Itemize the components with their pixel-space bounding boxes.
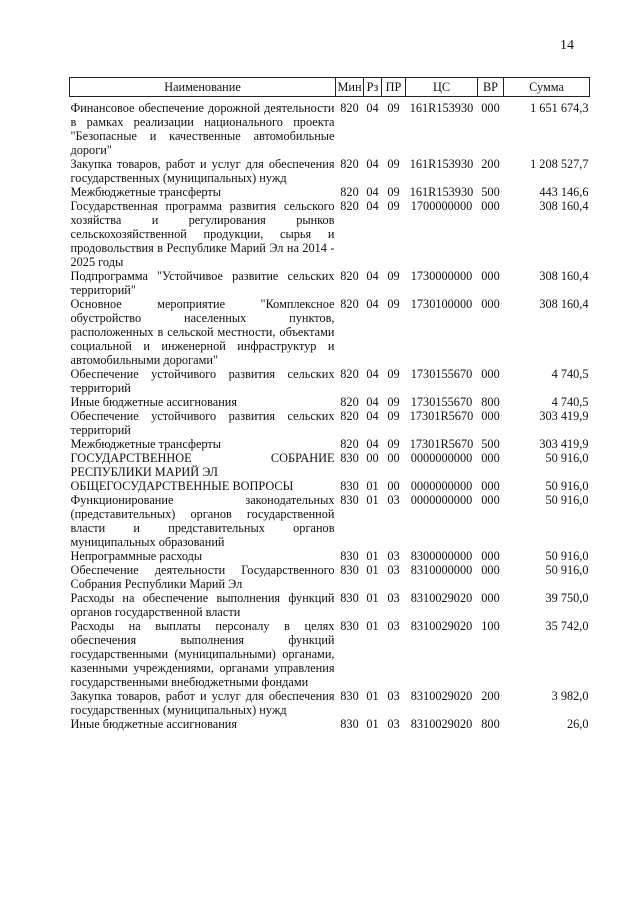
- row-cs: 8310029020: [410, 619, 473, 633]
- header-name: Наименование: [70, 78, 336, 97]
- row-rz: 01: [366, 493, 379, 507]
- row-vr: 200: [481, 689, 500, 703]
- row-cs: 17301R5670: [409, 437, 474, 451]
- row-min: 830: [340, 563, 359, 577]
- row-name: Межбюджетные трансферты: [70, 437, 222, 451]
- table-row: [70, 493, 590, 549]
- row-cs: 1730100000: [410, 297, 473, 311]
- row-cs: 8310029020: [410, 689, 473, 703]
- row-pr: 03: [387, 717, 400, 731]
- table-row: [70, 409, 590, 437]
- row-rz: 04: [366, 367, 379, 381]
- row-name: Расходы на обеспечение выполнения функций органов государственной власти: [70, 591, 335, 619]
- row-vr: 000: [481, 367, 500, 381]
- row-rz: 01: [366, 591, 379, 605]
- table-row: [70, 297, 590, 367]
- row-pr: 03: [387, 591, 400, 605]
- row-sum: 26,0: [566, 717, 589, 731]
- row-sum: 39 750,0: [545, 591, 589, 605]
- row-name: Финансовое обеспечение дорожной деятельности в рамках реализации национального проекта "Безопасные и качественные автомобильные дороги": [70, 101, 335, 157]
- row-pr: 00: [387, 451, 400, 465]
- row-sum: 308 160,4: [539, 269, 589, 283]
- row-vr: 000: [481, 269, 500, 283]
- table-row: [70, 269, 590, 297]
- table-row: [70, 591, 590, 619]
- row-min: 820: [340, 437, 359, 451]
- header-min: Мин: [336, 78, 364, 97]
- row-cs: 0000000000: [410, 451, 473, 465]
- row-vr: 800: [481, 395, 500, 409]
- row-sum: 50 916,0: [545, 549, 589, 563]
- row-vr: 000: [481, 591, 500, 605]
- row-min: 820: [340, 269, 359, 283]
- row-rz: 01: [366, 549, 379, 563]
- row-rz: 00: [366, 451, 379, 465]
- row-vr: 000: [481, 479, 500, 493]
- row-rz: 04: [366, 157, 379, 171]
- row-min: 820: [340, 367, 359, 381]
- row-pr: 09: [387, 437, 400, 451]
- table-row: [70, 185, 590, 199]
- row-rz: 04: [366, 269, 379, 283]
- table-row: [70, 451, 590, 479]
- row-pr: 09: [387, 269, 400, 283]
- row-cs: 17301R5670: [409, 409, 474, 423]
- row-cs: 0000000000: [410, 493, 473, 507]
- table-row: [70, 97, 590, 158]
- table-header-row: [70, 78, 590, 97]
- page-number: 14: [560, 38, 574, 53]
- row-cs: 1730155670: [410, 367, 473, 381]
- row-name: Иные бюджетные ассигнования: [70, 717, 238, 731]
- row-rz: 01: [366, 619, 379, 633]
- table-row: [70, 563, 590, 591]
- row-pr: 03: [387, 549, 400, 563]
- table-row: [70, 157, 590, 185]
- row-cs: 8300000000: [410, 549, 473, 563]
- row-cs: 1730155670: [410, 395, 473, 409]
- row-vr: 000: [481, 493, 500, 507]
- row-pr: 09: [387, 101, 400, 115]
- header-cs: ЦС: [406, 78, 478, 97]
- row-cs: 1730000000: [410, 269, 473, 283]
- table-row: [70, 199, 590, 269]
- row-min: 830: [340, 689, 359, 703]
- row-rz: 01: [366, 689, 379, 703]
- table-row: [70, 367, 590, 395]
- row-min: 830: [340, 717, 359, 731]
- row-name: Межбюджетные трансферты: [70, 185, 222, 199]
- row-sum: 50 916,0: [545, 451, 589, 465]
- header-sum: Сумма: [504, 78, 590, 97]
- row-sum: 1 208 527,7: [530, 157, 589, 171]
- row-sum: 50 916,0: [545, 563, 589, 577]
- table-row: [70, 437, 590, 451]
- header-vr: ВР: [478, 78, 504, 97]
- row-sum: 303 419,9: [539, 409, 589, 423]
- row-vr: 000: [481, 199, 500, 213]
- row-vr: 000: [481, 297, 500, 311]
- table-row: [70, 689, 590, 717]
- row-vr: 200: [481, 157, 500, 171]
- row-vr: 100: [481, 619, 500, 633]
- row-pr: 03: [387, 563, 400, 577]
- row-name: Основное мероприятие "Комплексное обустройство населенных пунктов, расположенных в сельской местности, объектами социальной и инженерной инфраструктур и автомобильными дорогами": [70, 297, 335, 367]
- row-cs: 1700000000: [410, 199, 473, 213]
- row-pr: 03: [387, 689, 400, 703]
- row-min: 820: [340, 395, 359, 409]
- row-pr: 09: [387, 199, 400, 213]
- row-sum: 50 916,0: [545, 479, 589, 493]
- row-rz: 04: [366, 395, 379, 409]
- row-name: Закупка товаров, работ и услуг для обеспечения государственных (муниципальных) нужд: [70, 157, 335, 185]
- row-sum: 303 419,9: [539, 437, 589, 451]
- row-vr: 800: [481, 717, 500, 731]
- row-sum: 1 651 674,3: [530, 101, 589, 115]
- row-rz: 04: [366, 297, 379, 311]
- row-rz: 04: [366, 101, 379, 115]
- row-name: ОБЩЕГОСУДАРСТВЕННЫЕ ВОПРОСЫ: [70, 479, 294, 493]
- row-name: Закупка товаров, работ и услуг для обеспечения государственных (муниципальных) нужд: [70, 689, 335, 717]
- row-rz: 01: [366, 563, 379, 577]
- row-sum: 308 160,4: [539, 199, 589, 213]
- row-min: 830: [340, 493, 359, 507]
- row-cs: 0000000000: [410, 479, 473, 493]
- table-row: [70, 395, 590, 409]
- row-rz: 04: [366, 437, 379, 451]
- row-min: 820: [340, 157, 359, 171]
- row-pr: 03: [387, 619, 400, 633]
- table-row: [70, 479, 590, 493]
- row-pr: 09: [387, 157, 400, 171]
- row-rz: 01: [366, 479, 379, 493]
- row-min: 830: [340, 479, 359, 493]
- row-min: 820: [340, 297, 359, 311]
- table-row: [70, 619, 590, 689]
- row-vr: 000: [481, 451, 500, 465]
- row-vr: 000: [481, 409, 500, 423]
- row-vr: 500: [481, 185, 500, 199]
- row-min: 830: [340, 619, 359, 633]
- row-name: Расходы на выплаты персоналу в целях обеспечения выполнения функций государственными (муниципальными) органами, казенными учреждениями, органами управления государственными внебюджетными фондами: [70, 619, 335, 689]
- table-row: [70, 549, 590, 563]
- row-cs: 161R153930: [409, 157, 474, 171]
- row-vr: 000: [481, 549, 500, 563]
- row-sum: 35 742,0: [545, 619, 589, 633]
- row-rz: 01: [366, 717, 379, 731]
- row-vr: 500: [481, 437, 500, 451]
- row-pr: 09: [387, 185, 400, 199]
- row-min: 820: [340, 199, 359, 213]
- row-cs: 8310029020: [410, 717, 473, 731]
- row-vr: 000: [481, 101, 500, 115]
- row-vr: 000: [481, 563, 500, 577]
- row-pr: 03: [387, 493, 400, 507]
- row-pr: 09: [387, 409, 400, 423]
- budget-table: [69, 77, 590, 731]
- row-name: Подпрограмма "Устойчивое развитие сельских территорий": [70, 269, 335, 297]
- table-row: [70, 717, 590, 731]
- row-name: Непрограммные расходы: [70, 549, 203, 563]
- row-pr: 09: [387, 297, 400, 311]
- row-sum: 4 740,5: [551, 367, 589, 381]
- row-cs: 8310029020: [410, 591, 473, 605]
- row-min: 830: [340, 591, 359, 605]
- row-name: ГОСУДАРСТВЕННОЕ СОБРАНИЕ РЕСПУБЛИКИ МАРИЙ ЭЛ: [70, 451, 335, 479]
- row-rz: 04: [366, 185, 379, 199]
- row-min: 830: [340, 451, 359, 465]
- row-sum: 4 740,5: [551, 395, 589, 409]
- row-pr: 09: [387, 367, 400, 381]
- row-min: 820: [340, 185, 359, 199]
- row-sum: 3 982,0: [551, 689, 589, 703]
- row-rz: 04: [366, 409, 379, 423]
- row-sum: 443 146,6: [539, 185, 589, 199]
- row-pr: 09: [387, 395, 400, 409]
- row-min: 820: [340, 409, 359, 423]
- row-cs: 161R153930: [409, 185, 474, 199]
- row-name: Государственная программа развития сельского хозяйства и регулирования рынков сельскохозяйственной продукции, сырья и продовольствия в Республике Марий Эл на 2014 - 2025 годы: [70, 199, 335, 269]
- row-min: 830: [340, 549, 359, 563]
- row-name: Функционирование законодательных (представительных) органов государственной власти и представительных органов муниципальных образований: [70, 493, 335, 549]
- header-pr: ПР: [382, 78, 406, 97]
- row-name: Обеспечение устойчивого развития сельских территорий: [70, 409, 335, 437]
- row-name: Обеспечение деятельности Государственного Собрания Республики Марий Эл: [70, 563, 335, 591]
- row-pr: 00: [387, 479, 400, 493]
- row-name: Иные бюджетные ассигнования: [70, 395, 238, 409]
- row-name: Обеспечение устойчивого развития сельских территорий: [70, 367, 335, 395]
- row-sum: 50 916,0: [545, 493, 589, 507]
- header-rz: Рз: [364, 78, 382, 97]
- row-sum: 308 160,4: [539, 297, 589, 311]
- row-cs: 8310000000: [410, 563, 473, 577]
- row-rz: 04: [366, 199, 379, 213]
- row-min: 820: [340, 101, 359, 115]
- row-cs: 161R153930: [409, 101, 474, 115]
